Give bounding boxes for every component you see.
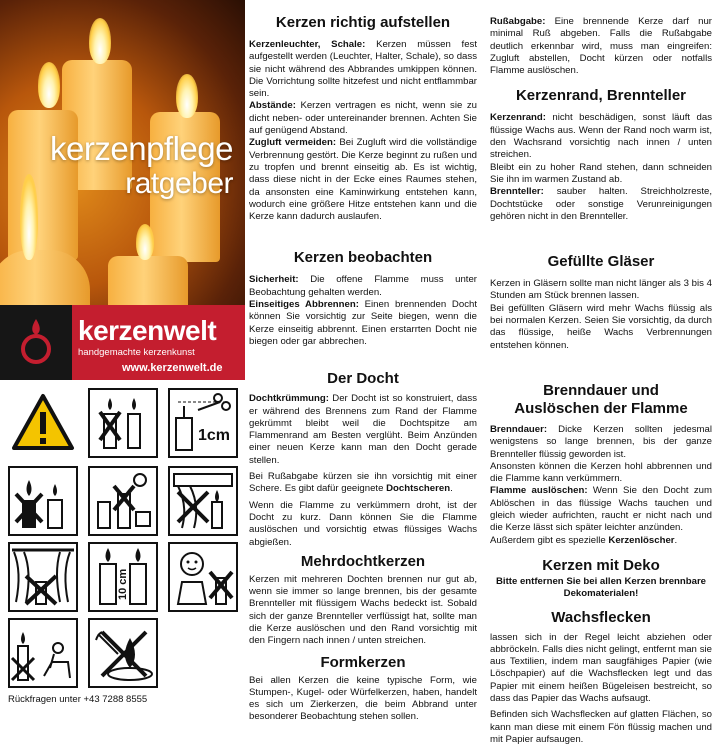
section-title: Kerzen richtig aufstellen [275,14,451,31]
paragraph [249,500,477,549]
flame [20,174,38,260]
flame [176,74,198,118]
paragraph-lead: Flamme auslöschen: [490,485,588,497]
candle [108,256,188,305]
paragraph-text: Eine brennende Kerze darf nur minimal Ruß abgeben. Falls die Rußabgabe deutlich erkennbar wird, muss man eingreifen: Zugluft abstellen, Docht kürzen oder notfalls Flamme auslöschen. [490,16,712,77]
hero-title-line2: ratgeber [125,167,233,200]
paragraph-text: Wenn die Flamme zu verkümmern droht, ist der Docht zu kurz. Dann können Sie die Flamme auslöschen und vorsichtig etwas flüssiges Wachs abgießen. [249,499,477,548]
paragraph-lead: Kerzenrand: [490,112,546,124]
hero-title-line1: kerzenpflege [50,130,233,167]
paragraph: Bei allen Kerzen die keine typische Form, wie Stumpen-, Kugel- oder Würfelkerzen, haben, handelt es sich um Zierkerzen, die beim Abbrand unter besonderer Beobachtung stehen sollen. [249,674,477,723]
supervise-children-icon [168,542,238,612]
paragraph-text: Bei Zugluft wird die vollständige Verbrennung gestört. Die Kerze beginnt zu rußen und zu tropfen und brennt einseitig ab. Es ist wichtig, dass diese nicht in der Ecke eines Raumes stehen, da ansonsten eine Kaminwirkung entstehen kann, wodurch eine größere Hitze entstehen kann und die Kerze kann dadurch auslaufen. [249,137,477,223]
paragraph [490,112,712,161]
paragraph-lead: Brennteller: [490,186,544,198]
paragraph-text: Einen brennenden Docht können Sie vorsichtig zur Seite biegen, wenn die Kerze einseitig abbrennt. Einen erstarrten Docht nie biegen oder gar abbrechen. [249,299,477,347]
section-title: Kerzen mit Deko [542,556,660,574]
section-title: Der Docht [327,370,399,388]
paragraph-text: . [674,534,678,546]
svg-text:1cm: 1cm [198,427,231,444]
section-title: Wachsflecken [551,608,651,626]
paragraph-emphasis: Kerzenlöscher [608,534,675,546]
paragraph: lassen sich in der Regel leicht abziehen oder abbröckeln. Falls dies nicht gelingt, entfernt man sie aus Textilien, indem man saugfähiges Papier (wie Löschpapier) auf die Wachsflecken legt und das Papier mit einem heißen Bügeleisen bestreicht, so dass das Papier das Wachs aufsaugt. [490,631,712,704]
paragraph-lead: Kerzenleuchter, Schale: [249,39,366,50]
paragraph-text: Kerzen vertragen es nicht, wenn sie zu dicht neben- oder untereinander brennen. Achten Sie auf genügend Abstand. [249,100,477,137]
paragraph: Ansonsten können die Kerzen hohl abbrennen und die Flamme kann verkümmern. [490,460,712,485]
contact-phone: Rückfragen unter +43 7288 8555 [8,694,148,705]
paragraph [249,274,477,299]
section-title: Gefüllte Gläser [547,253,655,271]
column-left [249,14,477,724]
svg-text:10 cm: 10 cm [117,568,129,600]
paragraph-lead: Dochtkrümmung: [249,393,329,405]
paragraph-text: Wenn Sie den Docht zum Ablöschen in das flüssige Wachs tauchen und gleich wieder aufrichten, raucht er nicht nach und die Kerze lässt sich später leichter anzünden. [490,485,712,534]
flame [136,224,154,260]
paragraph [490,16,712,77]
brand-url[interactable]: www.kerzenwelt.de [122,362,223,374]
no-candles-too-close-icon [88,388,158,458]
paragraph-text: Dicke Kerzen sollten jedesmal wenigstens so lange brennen, bis der ganze Brennteller flüssig geworden ist. [490,423,712,460]
paragraph: Befinden sich Wachsflecken auf glatten Flächen, so kann man diese mit einem Fön flüssig machen und mit Papier aufsaugen. [490,709,712,745]
paragraph [490,424,712,461]
hero-candle-photo [0,0,245,305]
no-draft-icon [8,466,78,536]
flame [38,62,60,108]
paragraph: Bitte entfernen Sie bei allen Kerzen brennbare Dekomaterialen! [495,575,707,600]
paragraph [249,39,477,100]
paragraph-text: Die offene Flamme muss unter Beobachtung gehalten werden. [249,274,477,298]
paragraph [249,393,477,467]
paragraph-text: sauber halten. Streichholzreste, Dochtstücke oder sonstige Verunreinigungen gehören nicht in den Brennteller. [490,186,712,222]
paragraph: Bleibt ein zu hoher Rand stehen, dann schneiden Sie ihn im warmen Zustand ab. [490,161,712,185]
paragraph: Kerzen mit mehreren Dochten brennen nur gut ab, wenn sie immer so lange brennen, bis der gesamte Brennteller mit flüssigem Wachs bedeckt ist. Sobald sich der ganze Brennteller verflüssigt hat, sollte man die Kerze auslöschen und den Rand vorsichtig mit den Fingern nach innen / unten streichen. [249,573,477,647]
section-title: Kerzen beobachten [293,249,433,267]
paragraph-lead: Abstände: [249,100,296,112]
paragraph [249,299,477,348]
paragraph-emphasis: Dochtscheren [386,483,451,495]
section-title: Mehrdochtkerzen [300,552,426,570]
no-water-extinguish-icon [88,618,158,688]
paragraph-text: Kerzen müssen fest aufgestellt werden (Leuchter, Halter, Schale), so dass sie nicht während des Abbrandes umkippen können. Die Vorrichtung sollte hitzefest und nicht entflammbar sein. [249,39,478,100]
paragraph-lead: Brenndauer: [490,423,548,435]
paragraph: Kerzen in Gläsern sollte man nicht länger als 3 bis 4 Stunden am Stück brennen lassen. [490,278,712,302]
paragraph-lead: Zugluft vermeiden: [249,137,337,149]
no-flammable-decor-icon [8,542,78,612]
section-title-line1: Brenndauer und [543,381,659,399]
paragraph [249,471,477,496]
paragraph-lead: Rußabgabe: [490,16,546,27]
paragraph [490,485,712,534]
burn-time-10cm-icon [88,542,158,612]
paragraph: Bei gefüllten Gläsern wird mehr Wachs flüssig als bei normalen Kerzen. Seien Sie vorsichtig, da durch das flüssige, heiße Wachs Verbrennungen entstehen können. [490,302,712,351]
paragraph-text: . [450,483,453,495]
paragraph-lead: Sicherheit: [249,274,299,286]
candle-logo-icon [0,305,72,380]
brand-name: kerzenwelt [78,315,217,346]
flame [89,18,111,64]
section-title [490,382,712,418]
brand-logo [0,305,72,380]
column-right [490,16,712,746]
brand-bar [0,305,245,380]
section-title-line2: Auslöschen der Flamme [514,399,688,417]
paragraph-text: nicht beschädigen, sonst läuft das flüssige Wachs aus. Wenn der Rand noch warm ist, den Wachsrand vorsichtig nach innen / unten streichen. [490,112,712,161]
section-title: Formkerzen [320,653,406,671]
trim-wick-1cm-icon [168,388,238,458]
safety-icon-grid [6,384,242,684]
no-burning-near-objects-icon [88,466,158,536]
section-title: Kerzenrand, Brennteller [515,87,687,105]
paragraph [249,137,477,223]
paragraph [490,535,712,547]
brand-tagline: handgemachte kerzenkunst [78,347,195,358]
paragraph-text: Außerdem gibt es spezielle [490,534,609,546]
no-curtains-icon [168,466,238,536]
no-leaving-unattended-icon [8,618,78,688]
paragraph-text: Bei Rußabgabe kürzen sie ihn vorsichtig mit einer Schere. Es gibt dafür geeignete [249,471,477,495]
paragraph-text: Der Docht ist so konstruiert, dass er während des Brennens zum Rand der Flamme gekrümmt bleibt weil die Dochtspitze am Flammenrand am Besten verglüht. Beim Anzünden einer neuen Kerze kann man den Docht gerade stellen. [249,393,477,466]
paragraph-lead: Einseitiges Abbrennen: [249,299,359,311]
warning-triangle-icon [8,388,78,458]
paragraph [490,186,712,223]
paragraph [249,100,477,137]
